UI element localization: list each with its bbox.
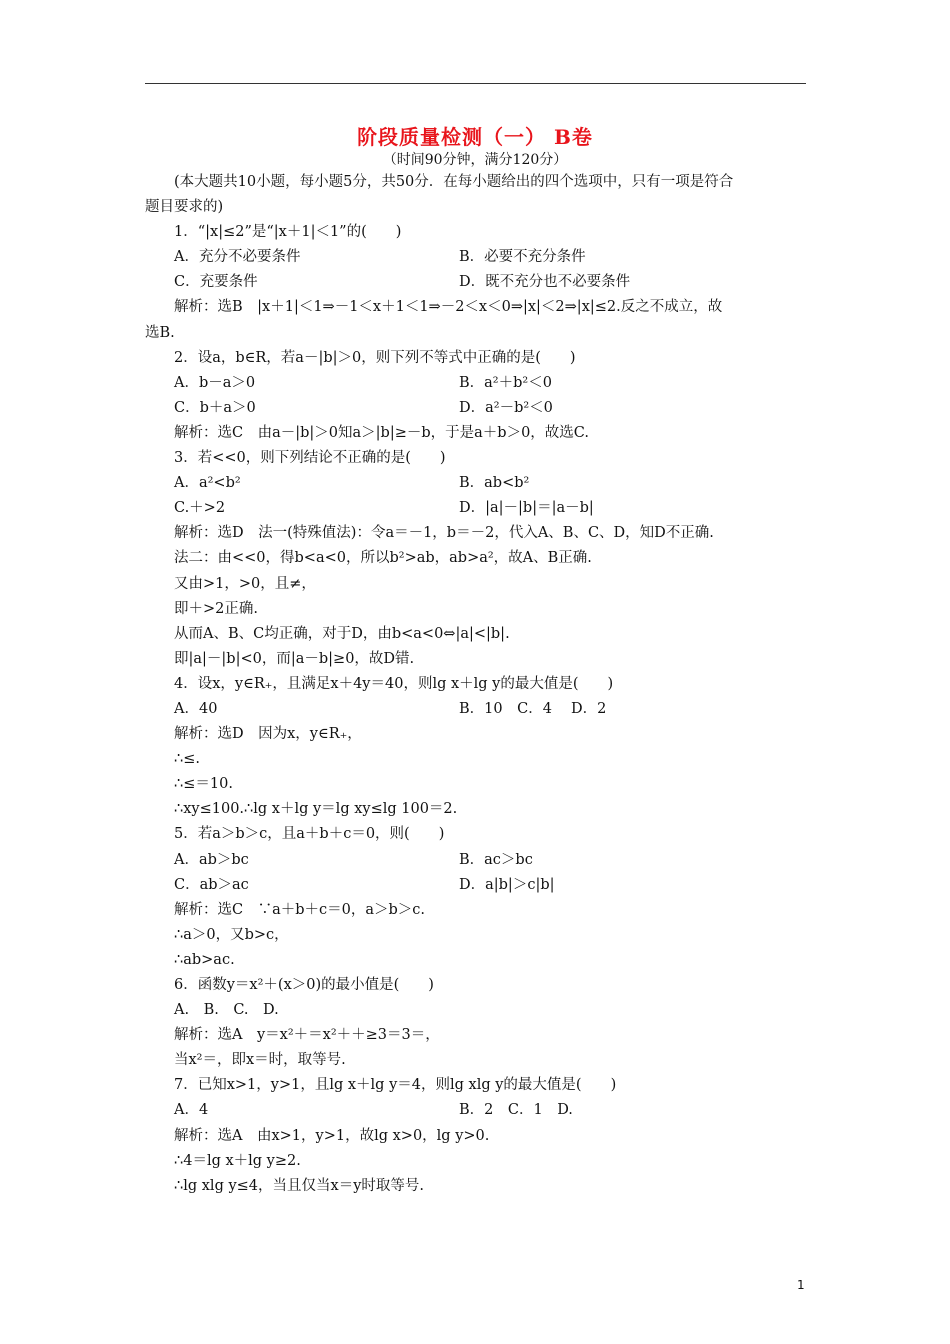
text-line: A. B. C. D. bbox=[174, 1002, 279, 1019]
text-line: 题目要求的) bbox=[145, 199, 224, 216]
text-line: 1．“|x|≤2”是“|x＋1|＜1”的( ) bbox=[174, 224, 402, 241]
option-left: A．40 bbox=[174, 700, 218, 717]
page-number: 1 bbox=[797, 1278, 805, 1292]
option-left: C．充要条件 bbox=[174, 274, 258, 291]
option-right: B．10 C．4 D．2 bbox=[459, 700, 607, 717]
options-row bbox=[145, 1098, 807, 1123]
text-line: ∴≤. bbox=[174, 751, 200, 768]
option-right: B．ab<b² bbox=[459, 475, 530, 492]
option-left: A．充分不必要条件 bbox=[174, 249, 301, 266]
text-line: (本大题共10小题，每小题5分，共50分．在每小题给出的四个选项中，只有一项是符合 bbox=[174, 174, 734, 190]
text-line: ∴a＞0，又b>c， bbox=[174, 926, 289, 943]
options-row bbox=[145, 270, 807, 295]
document-body bbox=[145, 170, 807, 1199]
text-line: 选B. bbox=[145, 324, 175, 341]
text-line: 解析：选D 法一(特殊值法)：令a＝－1，b＝－2，代入A、B、C、D，知D不正确. bbox=[174, 525, 714, 542]
options-row bbox=[145, 697, 807, 722]
option-right: D．a²－b²＜0 bbox=[459, 399, 553, 416]
text-line: 解析：选A y＝x²＋＝x²＋＋≥3＝3＝， bbox=[174, 1027, 440, 1044]
text-line: ∴4＝lg x＋lg y≥2. bbox=[174, 1152, 301, 1169]
text-line: 解析：选B |x＋1|＜1⇒－1＜x＋1＜1⇒－2＜x＜0⇒|x|＜2⇒|x|≤2.反之不成立，故 bbox=[174, 299, 723, 316]
text-line: 从而A、B、C均正确，对于D，由b<a<0⇔|a|<|b|. bbox=[174, 625, 510, 642]
option-left: A．b－a＞0 bbox=[174, 374, 256, 391]
option-left: C．b＋a＞0 bbox=[174, 399, 256, 416]
options-row bbox=[145, 873, 807, 898]
option-right: D．既不充分也不必要条件 bbox=[459, 274, 631, 291]
option-right: D．a|b|＞c|b| bbox=[459, 876, 555, 893]
option-left: A．4 bbox=[174, 1102, 209, 1119]
options-row bbox=[145, 245, 807, 270]
option-right: B．必要不充分条件 bbox=[459, 249, 586, 266]
text-line: ∴ab>ac. bbox=[174, 951, 235, 968]
text-line: ∴xy≤100.∴lg x＋lg y＝lg xy≤lg 100＝2. bbox=[174, 801, 458, 818]
text-line: 又由>1，>0，且≠， bbox=[174, 575, 316, 592]
text-line: 法二：由<<0，得b<a<0，所以b²>ab，ab>a²，故A、B正确. bbox=[174, 550, 592, 567]
option-left: C．ab＞ac bbox=[174, 876, 249, 893]
text-line: 当x²＝，即x＝时，取等号. bbox=[174, 1052, 346, 1069]
options-row bbox=[145, 496, 807, 521]
text-line: ∴≤＝10. bbox=[174, 776, 233, 793]
option-right: B．a²＋b²＜0 bbox=[459, 374, 552, 391]
options-row bbox=[145, 471, 807, 496]
text-line: 解析：选A 由x>1，y>1，故lg x>0，lg y>0. bbox=[174, 1127, 490, 1144]
option-left: A．ab＞bc bbox=[174, 851, 249, 868]
text-line: 即|a|－|b|<0，而|a－b|≥0，故D错. bbox=[174, 650, 415, 667]
option-right: B．ac＞bc bbox=[459, 851, 533, 868]
options-row bbox=[145, 396, 807, 421]
page-subtitle: （时间90分钟，满分120分） bbox=[382, 152, 568, 168]
option-left: C.＋>2 bbox=[174, 500, 226, 517]
text-line: 解析：选D 因为x，y∈R₊， bbox=[174, 726, 362, 743]
text-line: ∴lg xlg y≤4，当且仅当x＝y时取等号. bbox=[174, 1177, 425, 1194]
option-right: D．|a|－|b|＝|a－b| bbox=[459, 500, 594, 517]
text-line: 即＋>2正确. bbox=[174, 600, 258, 617]
option-left: A．a²<b² bbox=[174, 475, 241, 492]
text-line: 2．设a，b∈R，若a－|b|＞0，则下列不等式中正确的是( ) bbox=[174, 349, 576, 366]
page-title: 阶段质量检测（一） B卷 bbox=[357, 125, 593, 149]
option-right: B．2 C．1 D. bbox=[459, 1102, 573, 1119]
text-line: 6．函数y＝x²＋(x＞0)的最小值是( ) bbox=[174, 977, 434, 993]
header-rule bbox=[145, 83, 806, 84]
text-line: 3．若<<0，则下列结论不正确的是( ) bbox=[174, 450, 446, 467]
text-line: 7．已知x>1，y>1，且lg x＋lg y＝4，则lg xlg y的最大值是( ) bbox=[174, 1077, 617, 1094]
text-line: 4．设x，y∈R₊，且满足x＋4y＝40，则lg x＋lg y的最大值是( ) bbox=[174, 675, 614, 692]
options-row bbox=[145, 848, 807, 873]
text-line: 解析：选C ∵a＋b＋c＝0，a＞b＞c. bbox=[174, 901, 426, 918]
text-line: 解析：选C 由a－|b|＞0知a＞|b|≥－b，于是a＋b＞0，故选C. bbox=[174, 424, 589, 441]
options-row bbox=[145, 371, 807, 396]
text-line: 5．若a＞b＞c，且a＋b＋c＝0，则( ) bbox=[174, 826, 445, 843]
